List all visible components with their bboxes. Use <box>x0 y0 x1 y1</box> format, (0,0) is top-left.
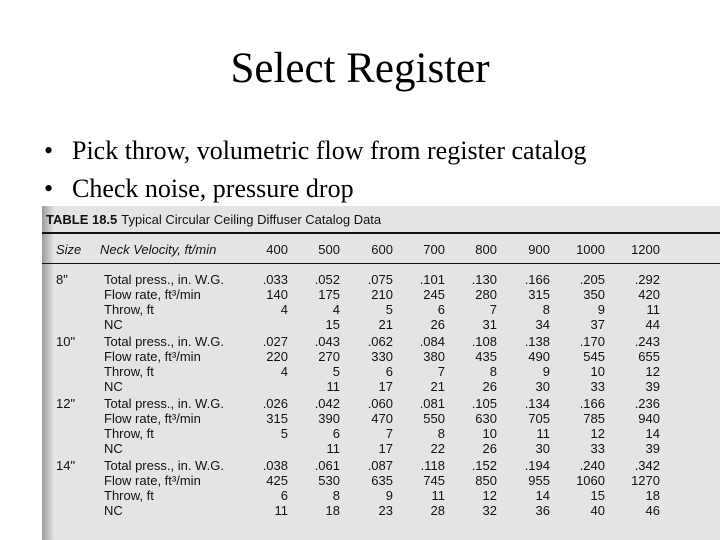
table-cell: 31 <box>482 317 497 332</box>
table-cell: 23 <box>378 503 393 518</box>
row-label: Throw, ft <box>104 364 154 379</box>
table-cell: .026 <box>262 396 288 411</box>
table-cell: 630 <box>475 411 497 426</box>
table-cell: 6 <box>385 364 393 379</box>
table-cell: 17 <box>378 379 393 394</box>
table-row <box>42 379 720 394</box>
row-label: Flow rate, ft³/min <box>104 349 201 364</box>
table-cell: .130 <box>471 272 497 287</box>
table-cell: 26 <box>430 317 445 332</box>
table-cell: 12 <box>590 426 605 441</box>
table-cell: 30 <box>535 379 550 394</box>
row-label: Throw, ft <box>104 302 154 317</box>
table-cell: 30 <box>535 441 550 456</box>
table-cell: 33 <box>590 379 605 394</box>
table-cell: 175 <box>318 287 340 302</box>
table-cell: .060 <box>367 396 393 411</box>
table-row <box>42 349 720 364</box>
table-row <box>42 317 720 332</box>
bullet-dot-icon: • <box>44 174 54 203</box>
table-cell: .205 <box>579 272 605 287</box>
header-neck-velocity: Neck Velocity, ft/min <box>100 242 217 257</box>
header-velocity: 400 <box>266 242 288 257</box>
table-cell: 745 <box>423 473 445 488</box>
table-cell: 11 <box>431 488 445 503</box>
table-cell: 550 <box>423 411 445 426</box>
table-cell: .075 <box>367 272 393 287</box>
table-cell: 940 <box>638 411 660 426</box>
table-cell: 46 <box>645 503 660 518</box>
table-cell: 705 <box>528 411 550 426</box>
table-cell: 32 <box>482 503 497 518</box>
table-cell: 28 <box>430 503 445 518</box>
table-cell: .292 <box>634 272 660 287</box>
table-cell: 5 <box>385 302 393 317</box>
table-cell: 210 <box>371 287 393 302</box>
table-caption-text: Typical Circular Ceiling Diffuser Catalog Data <box>121 212 382 227</box>
table-cell: .134 <box>524 396 550 411</box>
table-cell: 11 <box>536 426 550 441</box>
table-cell: .027 <box>262 334 288 349</box>
table-cell: .033 <box>262 272 288 287</box>
table-cell: 8 <box>542 302 550 317</box>
table-row <box>42 364 720 379</box>
table-row <box>42 411 720 426</box>
table-cell: 11 <box>274 503 288 518</box>
table-cell: 21 <box>378 317 393 332</box>
row-label: Throw, ft <box>104 426 154 441</box>
header-velocity: 800 <box>475 242 497 257</box>
row-label: NC <box>104 441 123 456</box>
bullet-dot-icon: • <box>44 136 54 165</box>
table-cell: 245 <box>423 287 445 302</box>
table-cell: 9 <box>542 364 550 379</box>
table-cell: .105 <box>471 396 497 411</box>
header-velocity: 900 <box>528 242 550 257</box>
table-cell: 390 <box>318 411 340 426</box>
table-cell: 17 <box>378 441 393 456</box>
header-velocity: 1200 <box>631 242 660 257</box>
size-label: 12" <box>56 396 76 411</box>
table-row <box>42 426 720 441</box>
table-cell: .243 <box>634 334 660 349</box>
table-cell: 635 <box>371 473 393 488</box>
table-cell: 315 <box>528 287 550 302</box>
table-cell: 8 <box>489 364 497 379</box>
table-row <box>42 272 720 287</box>
table-cell: 140 <box>266 287 288 302</box>
table-cell: 350 <box>583 287 605 302</box>
header-size: Size <box>56 242 82 257</box>
table-cell: .062 <box>367 334 393 349</box>
catalog-table-scan <box>42 206 720 540</box>
table-cell: 15 <box>325 317 340 332</box>
table-cell: 11 <box>326 379 340 394</box>
table-cell: .152 <box>471 458 497 473</box>
table-cell: 420 <box>638 287 660 302</box>
table-cell: 14 <box>645 426 660 441</box>
table-cell: .194 <box>524 458 550 473</box>
table-cell: 4 <box>280 364 288 379</box>
slide-title: Select Register <box>230 45 490 92</box>
header-velocity: 700 <box>423 242 445 257</box>
table-cell: 39 <box>645 379 660 394</box>
bullet-item <box>44 132 587 170</box>
table-cell: 220 <box>266 349 288 364</box>
table-cell: 850 <box>475 473 497 488</box>
table-cell: 4 <box>332 302 340 317</box>
row-label: Total press., in. W.G. <box>104 396 224 411</box>
table-cell: .038 <box>262 458 288 473</box>
row-label: Total press., in. W.G. <box>104 334 224 349</box>
size-label: 10" <box>56 334 76 349</box>
table-cell: 380 <box>423 349 445 364</box>
bullet-list <box>44 132 587 208</box>
table-cell: 8 <box>332 488 340 503</box>
table-cell: 655 <box>638 349 660 364</box>
table-row <box>42 441 720 456</box>
table-cell: 33 <box>590 441 605 456</box>
header-velocity: 1000 <box>576 242 605 257</box>
table-row <box>42 334 720 349</box>
table-cell: .342 <box>634 458 660 473</box>
row-label: Total press., in. W.G. <box>104 272 224 287</box>
table-cell: .166 <box>524 272 550 287</box>
table-cell: 18 <box>645 488 660 503</box>
table-cell: 39 <box>645 441 660 456</box>
table-cell: 280 <box>475 287 497 302</box>
table-cell: .240 <box>579 458 605 473</box>
table-cell: 34 <box>535 317 550 332</box>
table-cell: 11 <box>646 302 660 317</box>
table-cell: .084 <box>419 334 445 349</box>
bullet-text: Check noise, pressure drop <box>72 174 354 203</box>
table-cell: 490 <box>528 349 550 364</box>
table-cell: .061 <box>314 458 340 473</box>
table-top-rule <box>42 232 720 234</box>
table-cell: 1060 <box>576 473 605 488</box>
table-cell: 7 <box>385 426 393 441</box>
table-cell: .081 <box>419 396 445 411</box>
table-cell: 315 <box>266 411 288 426</box>
table-cell: 6 <box>280 488 288 503</box>
table-cell: .108 <box>471 334 497 349</box>
row-label: Flow rate, ft³/min <box>104 287 201 302</box>
table-row <box>42 458 720 473</box>
table-cell: .170 <box>579 334 605 349</box>
row-label: Total press., in. W.G. <box>104 458 224 473</box>
table-cell: 26 <box>482 441 497 456</box>
table-cell: 785 <box>583 411 605 426</box>
table-cell: .236 <box>634 396 660 411</box>
table-cell: 18 <box>325 503 340 518</box>
table-cell: .052 <box>314 272 340 287</box>
row-label: NC <box>104 317 123 332</box>
table-cell: 7 <box>489 302 497 317</box>
table-cell: 37 <box>590 317 605 332</box>
table-cell: 5 <box>280 426 288 441</box>
table-cell: 5 <box>332 364 340 379</box>
table-cell: 530 <box>318 473 340 488</box>
table-cell: 470 <box>371 411 393 426</box>
table-row <box>42 287 720 302</box>
table-cell: 425 <box>266 473 288 488</box>
table-row <box>42 473 720 488</box>
table-cell: 1270 <box>631 473 660 488</box>
table-cell: 12 <box>645 364 660 379</box>
header-velocity: 500 <box>318 242 340 257</box>
table-cell: .166 <box>579 396 605 411</box>
table-cell: .042 <box>314 396 340 411</box>
table-cell: 8 <box>437 426 445 441</box>
table-cell: 10 <box>482 426 497 441</box>
table-cell: 14 <box>535 488 550 503</box>
table-row <box>42 503 720 518</box>
table-cell: 22 <box>430 441 445 456</box>
table-cell: 6 <box>437 302 445 317</box>
size-label: 14" <box>56 458 76 473</box>
table-cell: 9 <box>385 488 393 503</box>
bullet-item <box>44 170 587 208</box>
table-cell: 545 <box>583 349 605 364</box>
table-cell: 12 <box>482 488 497 503</box>
header-velocity: 600 <box>371 242 393 257</box>
table-cell: 10 <box>590 364 605 379</box>
table-cell: 36 <box>535 503 550 518</box>
table-cell: .118 <box>420 458 445 473</box>
table-cell: .101 <box>419 272 445 287</box>
bullet-text: Pick throw, volumetric flow from register catalog <box>72 136 587 165</box>
table-cell: 6 <box>332 426 340 441</box>
table-cell: 330 <box>371 349 393 364</box>
table-cell: 21 <box>430 379 445 394</box>
table-row <box>42 302 720 317</box>
table-cell: .138 <box>524 334 550 349</box>
table-cell: 4 <box>280 302 288 317</box>
table-cell: 15 <box>590 488 605 503</box>
row-label: NC <box>104 503 123 518</box>
table-cell: 7 <box>437 364 445 379</box>
row-label: NC <box>104 379 123 394</box>
table-cell: 40 <box>590 503 605 518</box>
table-cell: 26 <box>482 379 497 394</box>
row-label: Throw, ft <box>104 488 154 503</box>
table-row <box>42 396 720 411</box>
size-label: 8" <box>56 272 68 287</box>
table-cell: 435 <box>475 349 497 364</box>
table-cell: 955 <box>528 473 550 488</box>
row-label: Flow rate, ft³/min <box>104 473 201 488</box>
table-row <box>42 488 720 503</box>
table-cell: .087 <box>367 458 393 473</box>
table-cell: .043 <box>314 334 340 349</box>
table-number: TABLE 18.5 <box>46 212 118 227</box>
table-cell: 270 <box>318 349 340 364</box>
table-cell: 44 <box>645 317 660 332</box>
table-cell: 9 <box>597 302 605 317</box>
row-label: Flow rate, ft³/min <box>104 411 201 426</box>
table-header-rule <box>42 263 720 264</box>
table-cell: 11 <box>326 441 340 456</box>
table-caption <box>46 212 381 227</box>
